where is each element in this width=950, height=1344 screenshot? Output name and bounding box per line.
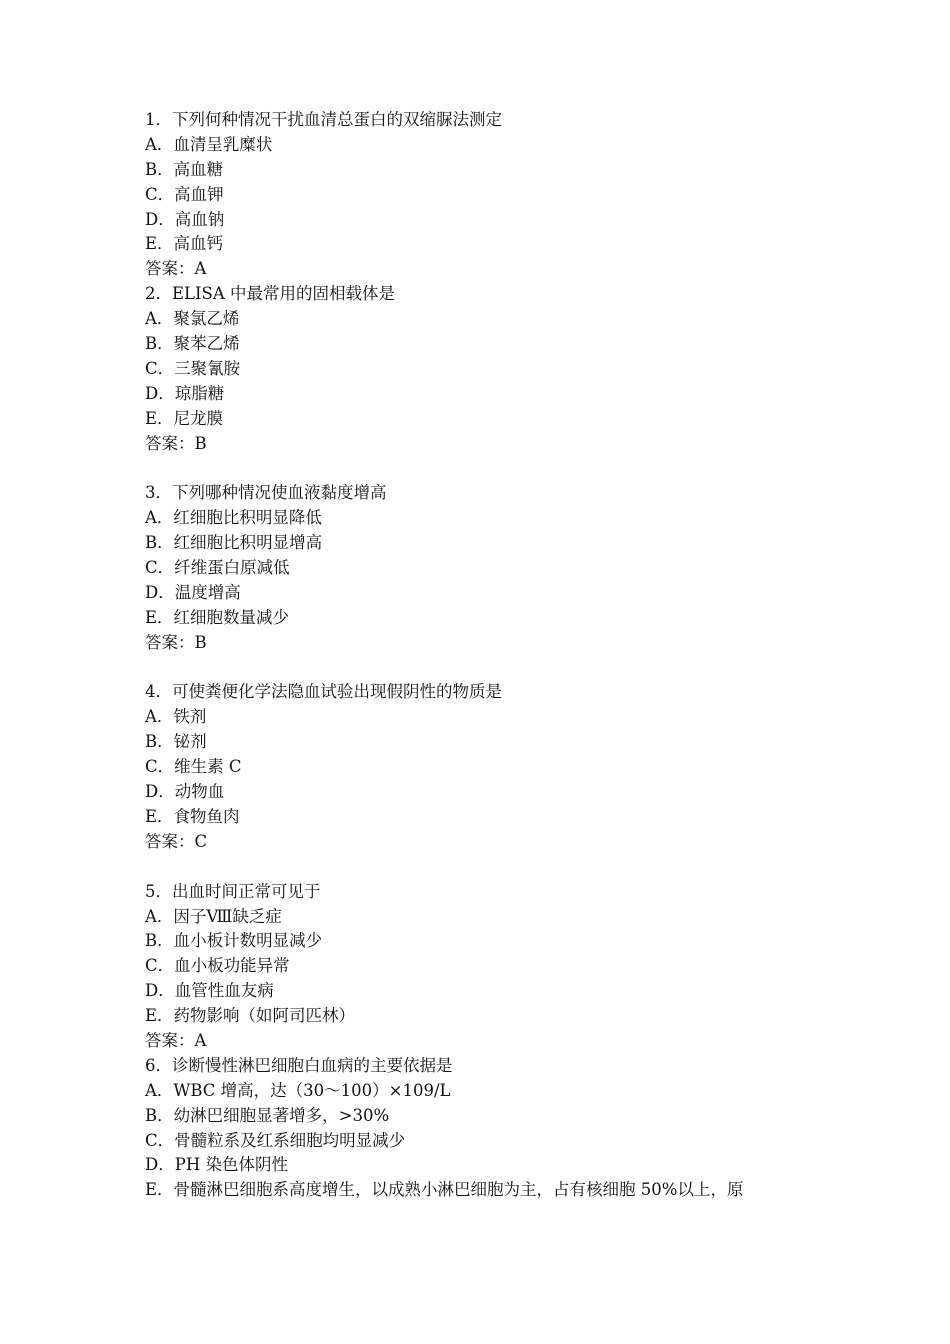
option-b: B．红细胞比积明显增高 [145, 533, 323, 553]
option-e: E．药物影响（如阿司匹林） [145, 1006, 356, 1026]
option-c: C．骨髓粒系及红系细胞均明显减少 [145, 1130, 406, 1150]
answer: 答案：A [145, 1030, 207, 1050]
option-c: C．高血钾 [145, 184, 224, 204]
question-stem: 6．诊断慢性淋巴细胞白血病的主要依据是 [145, 1055, 453, 1075]
option-b: B．铋剂 [145, 732, 207, 752]
answer: 答案：A [145, 259, 207, 279]
option-d: D．温度增高 [145, 582, 241, 602]
blank-line [145, 855, 845, 880]
blank-line [145, 656, 845, 681]
option-c: C．血小板功能异常 [145, 956, 290, 976]
answer: 答案：B [145, 433, 207, 453]
option-b: B．幼淋巴细胞显著增多，>30% [145, 1105, 390, 1125]
question-stem: 2．ELISA 中最常用的固相载体是 [145, 284, 395, 304]
option-e: E．红细胞数量减少 [145, 607, 290, 627]
option-b: B．高血糖 [145, 159, 224, 179]
option-e: E．尼龙膜 [145, 408, 224, 428]
option-e: E．食物鱼肉 [145, 806, 240, 826]
option-e: E．骨髓淋巴细胞系高度增生，以成熟小淋巴细胞为主，占有核细胞 50%以上，原 [145, 1180, 744, 1200]
option-d: D．高血钠 [145, 209, 225, 229]
option-e: E．高血钙 [145, 234, 224, 254]
option-a: A．红细胞比积明显降低 [145, 508, 322, 528]
answer: 答案：B [145, 632, 207, 652]
answer: 答案：C [145, 831, 208, 851]
option-d: D．琼脂糖 [145, 383, 225, 403]
question-stem: 5．出血时间正常可见于 [145, 881, 321, 901]
question-stem: 3．下列哪种情况使血液黏度增高 [145, 483, 387, 503]
option-a: A．血清呈乳糜状 [145, 134, 273, 154]
option-d: D．血管性血友病 [145, 981, 274, 1001]
question-list [145, 108, 845, 1203]
option-d: D．动物血 [145, 782, 225, 802]
option-a: A．聚氯乙烯 [145, 309, 240, 329]
option-a: A．铁剂 [145, 707, 207, 727]
option-b: B．血小板计数明显减少 [145, 931, 323, 951]
option-c: C．纤维蛋白原减低 [145, 558, 290, 578]
option-c: C．维生素 C [145, 757, 242, 777]
option-d: D．PH 染色体阴性 [145, 1155, 288, 1175]
question-stem: 1．下列何种情况干扰血清总蛋白的双缩脲法测定 [145, 110, 502, 129]
blank-line [145, 456, 845, 481]
option-b: B．聚苯乙烯 [145, 334, 240, 354]
option-c: C．三聚氰胺 [145, 358, 241, 378]
option-a: A．WBC 增高，达（30～100）×109/L [145, 1080, 451, 1100]
question-stem: 4．可使粪便化学法隐血试验出现假阴性的物质是 [145, 682, 502, 702]
option-a: A．因子Ⅷ缺乏症 [145, 906, 282, 926]
